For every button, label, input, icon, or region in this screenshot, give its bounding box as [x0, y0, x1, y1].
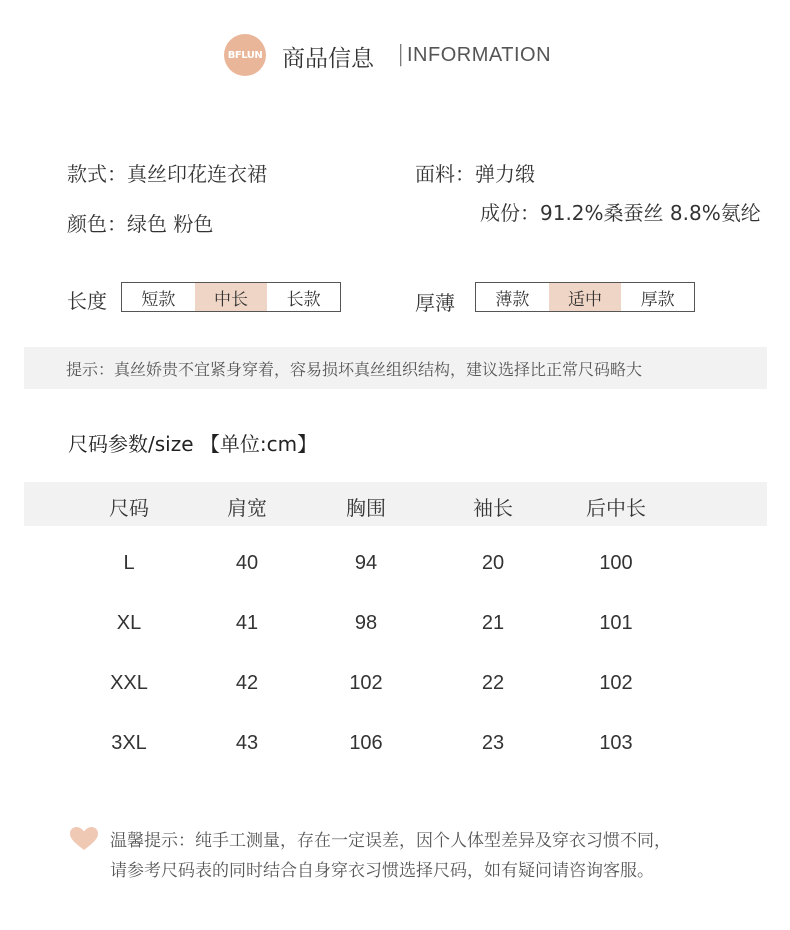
table-row — [24, 552, 767, 582]
color-info: 颜色：绿色 粉色 — [67, 212, 214, 236]
cell-shoulder: 43 — [235, 732, 259, 754]
header-size: 尺码 — [109, 496, 149, 520]
cell-sleeve: 20 — [481, 552, 505, 574]
cell-shoulder: 42 — [235, 672, 259, 694]
heart-icon — [70, 827, 98, 851]
thickness-option-thin: 薄款 — [495, 289, 530, 310]
size-table-header — [24, 482, 767, 526]
cell-chest: 102 — [349, 672, 383, 694]
cell-size: L — [123, 552, 135, 574]
cell-back-length: 101 — [599, 612, 633, 634]
size-table-title: 尺码参数/size 【单位:cm】 — [68, 432, 318, 456]
thickness-label: 厚薄 — [415, 291, 455, 315]
table-row — [24, 612, 767, 642]
cell-chest: 106 — [349, 732, 383, 754]
length-option-mid: 中长 — [195, 283, 268, 311]
cell-chest: 98 — [354, 612, 378, 634]
thickness-option-thick: 厚款 — [640, 289, 675, 310]
thickness-option-medium: 适中 — [549, 283, 622, 311]
tip-bar — [24, 347, 767, 389]
cell-shoulder: 40 — [235, 552, 259, 574]
header-chest: 胸围 — [346, 496, 386, 520]
cell-chest: 94 — [354, 552, 378, 574]
thickness-options — [475, 282, 695, 312]
length-options — [121, 282, 341, 312]
section-title-en: INFORMATION — [407, 44, 552, 66]
cell-shoulder: 41 — [235, 612, 259, 634]
header-shoulder: 肩宽 — [227, 496, 267, 520]
cell-back-length: 102 — [599, 672, 633, 694]
cell-back-length: 103 — [599, 732, 633, 754]
cell-back-length: 100 — [599, 552, 633, 574]
length-option-short: 短款 — [141, 289, 176, 310]
cell-sleeve: 21 — [481, 612, 505, 634]
header-sleeve: 袖长 — [473, 496, 513, 520]
cell-size: XL — [116, 612, 142, 634]
style-info: 款式：真丝印花连衣裙 — [67, 162, 267, 186]
cell-size: 3XL — [111, 732, 147, 754]
fabric-info: 面料：弹力缎 — [415, 162, 535, 186]
cell-sleeve: 22 — [481, 672, 505, 694]
length-label: 长度 — [67, 289, 107, 313]
cell-size: XXL — [110, 672, 148, 694]
note-line-2: 请参考尺码表的同时结合自身穿衣习惯选择尺码，如有疑问请咨询客服。 — [110, 861, 654, 881]
composition-info: 成份：91.2%桑蚕丝 8.8%氨纶 — [480, 201, 761, 225]
cell-sleeve: 23 — [481, 732, 505, 754]
tip-text: 提示：真丝娇贵不宜紧身穿着，容易损坏真丝组织结构，建议选择比正常尺码略大 — [66, 359, 643, 379]
table-row — [24, 732, 767, 762]
length-option-long: 长款 — [286, 289, 321, 310]
brand-logo: BFLUN — [224, 34, 266, 76]
table-row — [24, 672, 767, 702]
note-line-1: 温馨提示：纯手工测量，存在一定误差，因个人体型差异及穿衣习惯不同， — [110, 831, 671, 851]
section-title: 商品信息 — [282, 46, 374, 72]
header-back-length: 后中长 — [586, 496, 646, 520]
title-separator: | — [397, 42, 405, 67]
